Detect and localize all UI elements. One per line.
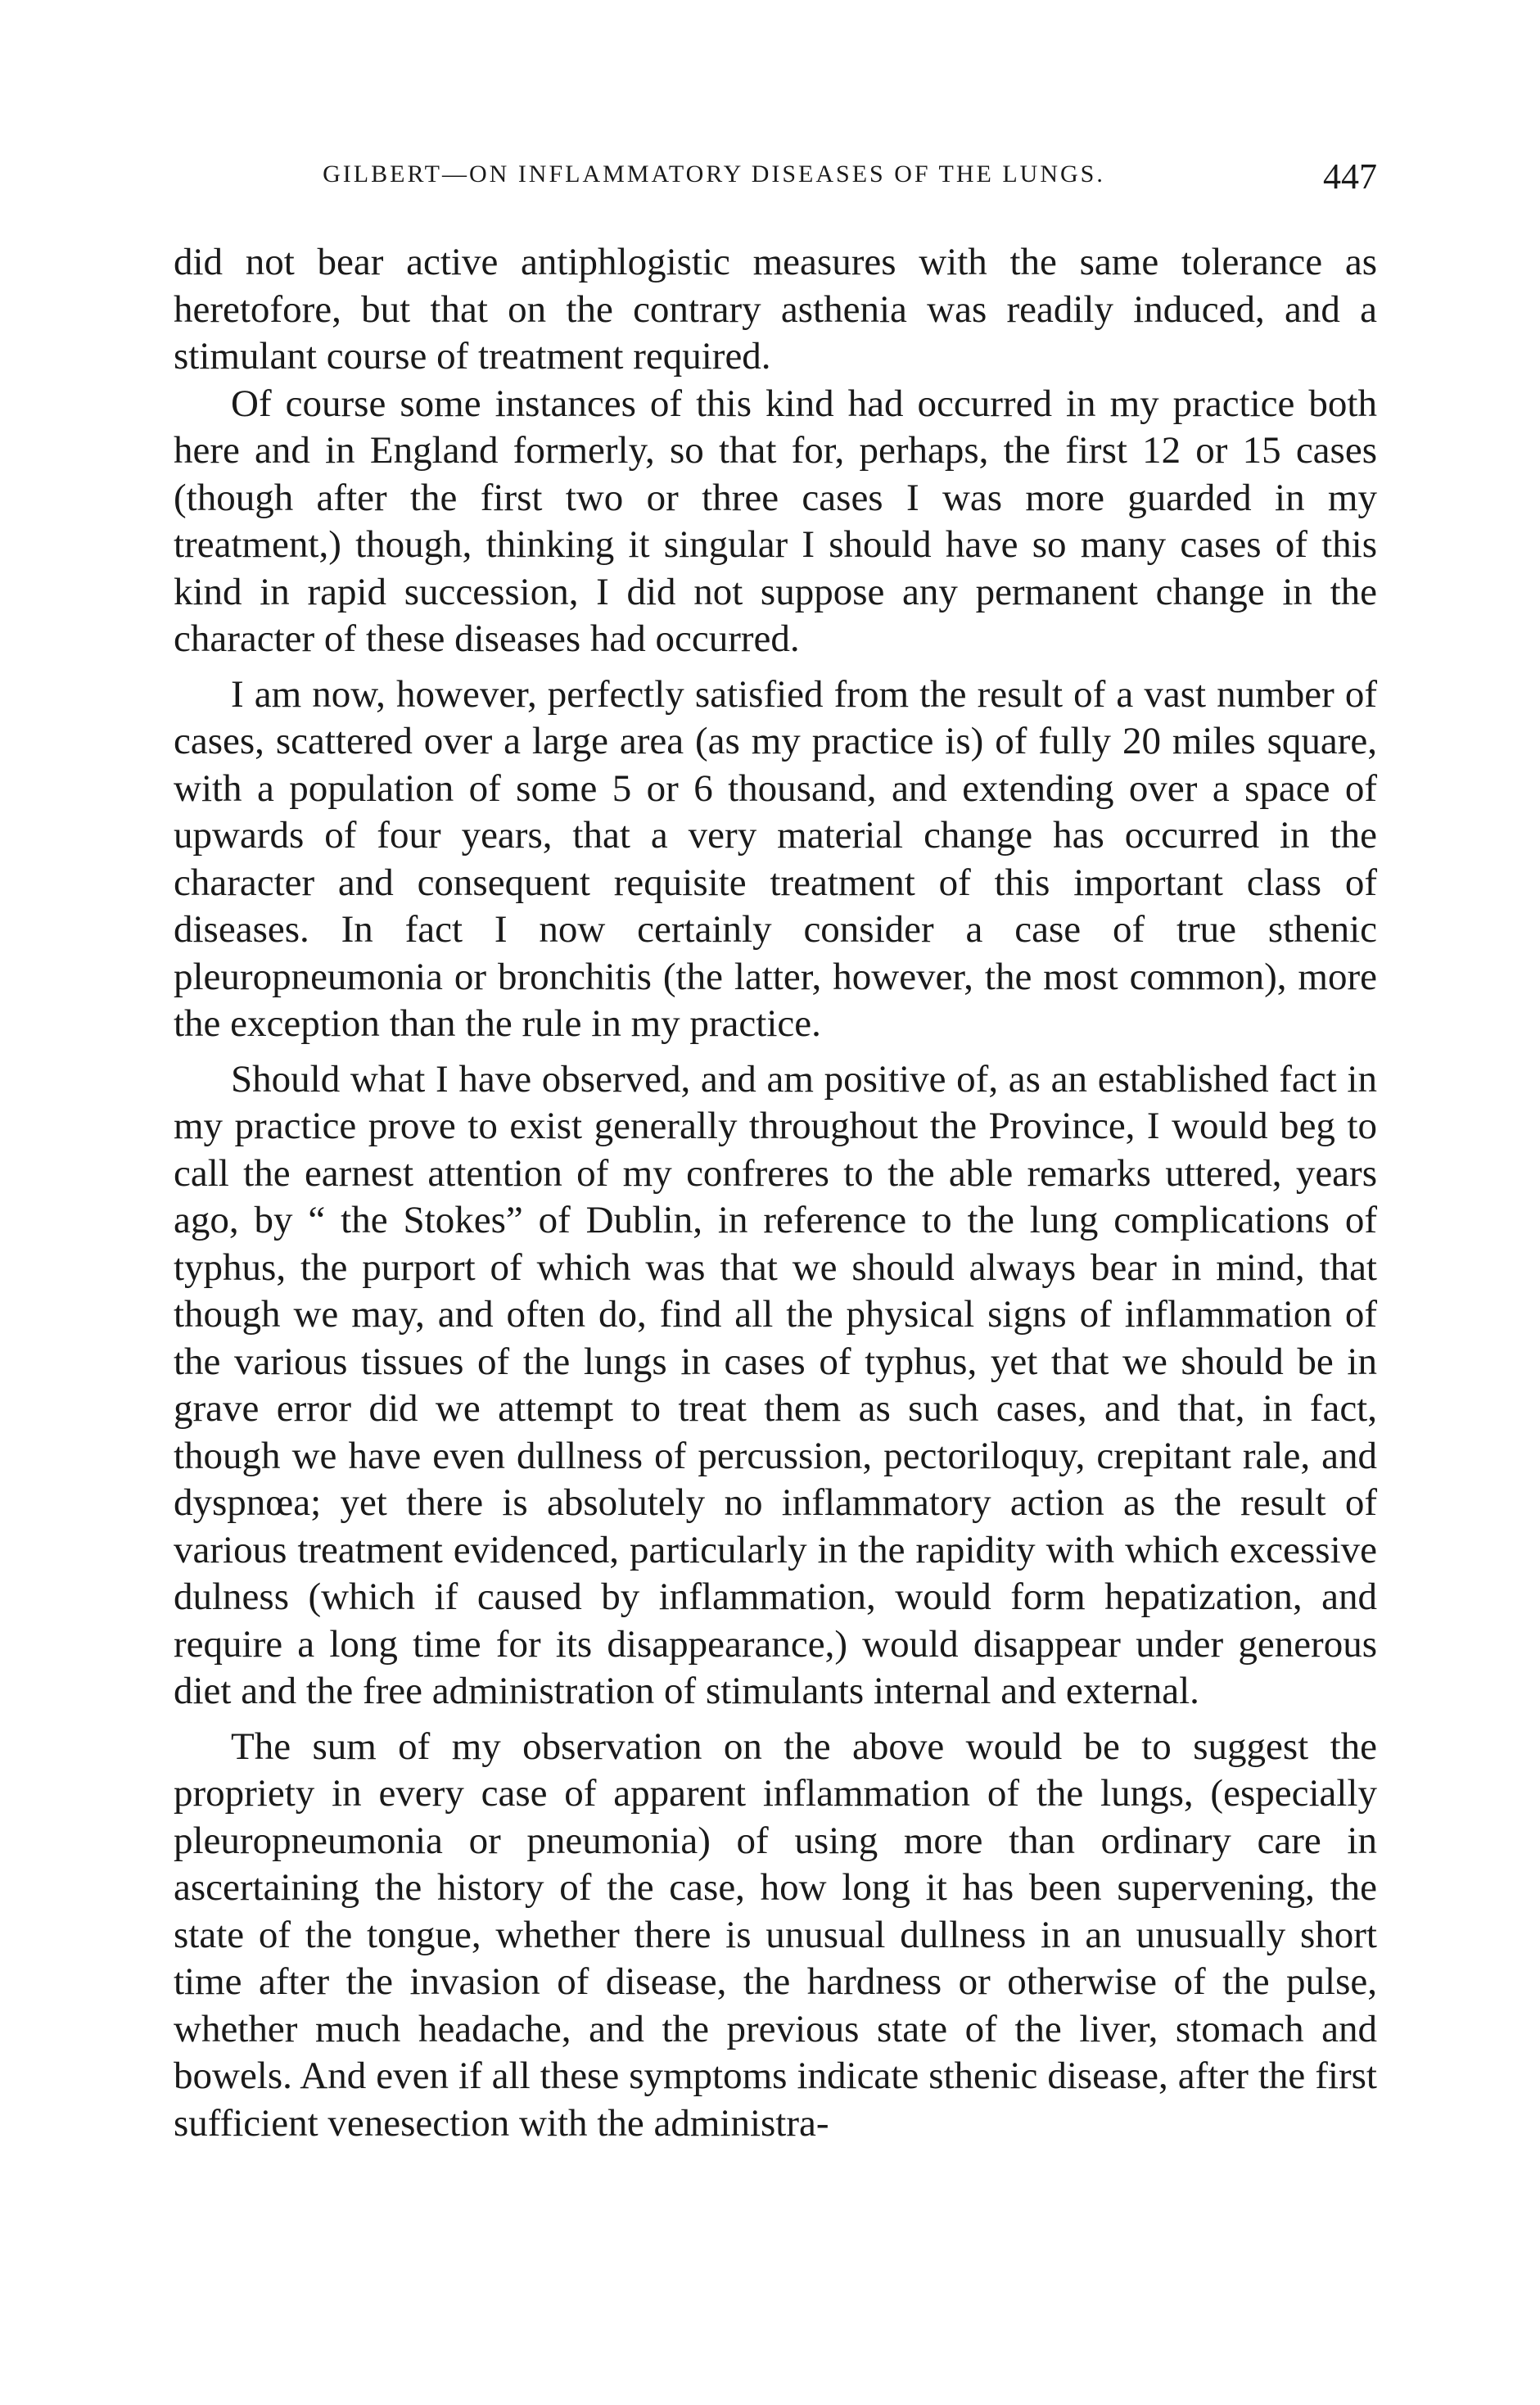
paragraph: Of course some instances of this kind had occurred in my practice both here and in England formerly, so that for, perhaps, the first 12 or 15 cases (though after the first two or three cases I was more guarded in my treatment,) though, thinking it singular I should have so many cases of this kind in rapid succession, I did not suppose any permanent change in the character of these diseases had occurred. — [174, 382, 1377, 660]
page-number: 447 — [1323, 156, 1377, 197]
running-head — [174, 156, 1377, 205]
paragraph: Should what I have observed, and am positive of, as an established fact in my practice prove to exist generally throughout the Province, I would beg to call the earnest attention of my confreres to the able remarks uttered, years ago, by “ the Stokes” of Dublin, in reference to the lung complications of typhus, the purport of which was that we should always bear in mind, that though we may, and often do, find all the physical signs of inflammation of the various tissues of the lungs in cases of typhus, yet that we should be in grave error did we attempt to treat them as such cases, and that, in fact, though we have even dullness of percussion, pectoriloquy, crepitant rale, and dyspnœa; yet there is absolutely no inflammatory action as the result of various treatment evidenced, particularly in the rapidity with which excessive dulness (which if caused by inflammation, would form hepatization, and require a long time for its disappearance,) would disappear under generous diet and the free administration of stimulants internal and external. — [174, 1057, 1377, 1712]
running-title: GILBERT—ON INFLAMMATORY DISEASES OF THE LUNGS. — [323, 160, 1105, 188]
paragraph: The sum of my observation on the above would be to suggest the propriety in every case of apparent inflammation of the lungs, (especially pleuropneumonia or pneumonia) of using more than ordinary care in ascertaining the history of the case, how long it has been supervening, the state of the tongue, whether there is unusual dullness in an unusually short time after the invasion of disease, the hardness or otherwise of the pulse, whether much headache, and the previous state of the liver, stomach and bowels. And even if all these symptoms indicate sthenic disease, after the first sufficient venesection with the administra- — [174, 1725, 1377, 2145]
paragraph-continuation: did not bear active antiphlogistic measures with the same tolerance as heretofore, but that on the contrary asthenia was readily induced, and a stimulant course of treatment required. — [174, 241, 1377, 377]
body-text — [174, 239, 1377, 2147]
paragraph: I am now, however, perfectly satisfied from the result of a vast number of cases, scattered over a large area (as my practice is) of fully 20 miles square, with a population of some 5 or 6 thousand, and extending over a space of upwards of four years, that a very material change has occurred in the character and consequent requisite treatment of this important class of diseases. In fact I now certainly consider a case of true sthenic pleuropneumonia or bronchitis (the latter, however, the most common), more the exception than the rule in my practice. — [174, 672, 1377, 1045]
